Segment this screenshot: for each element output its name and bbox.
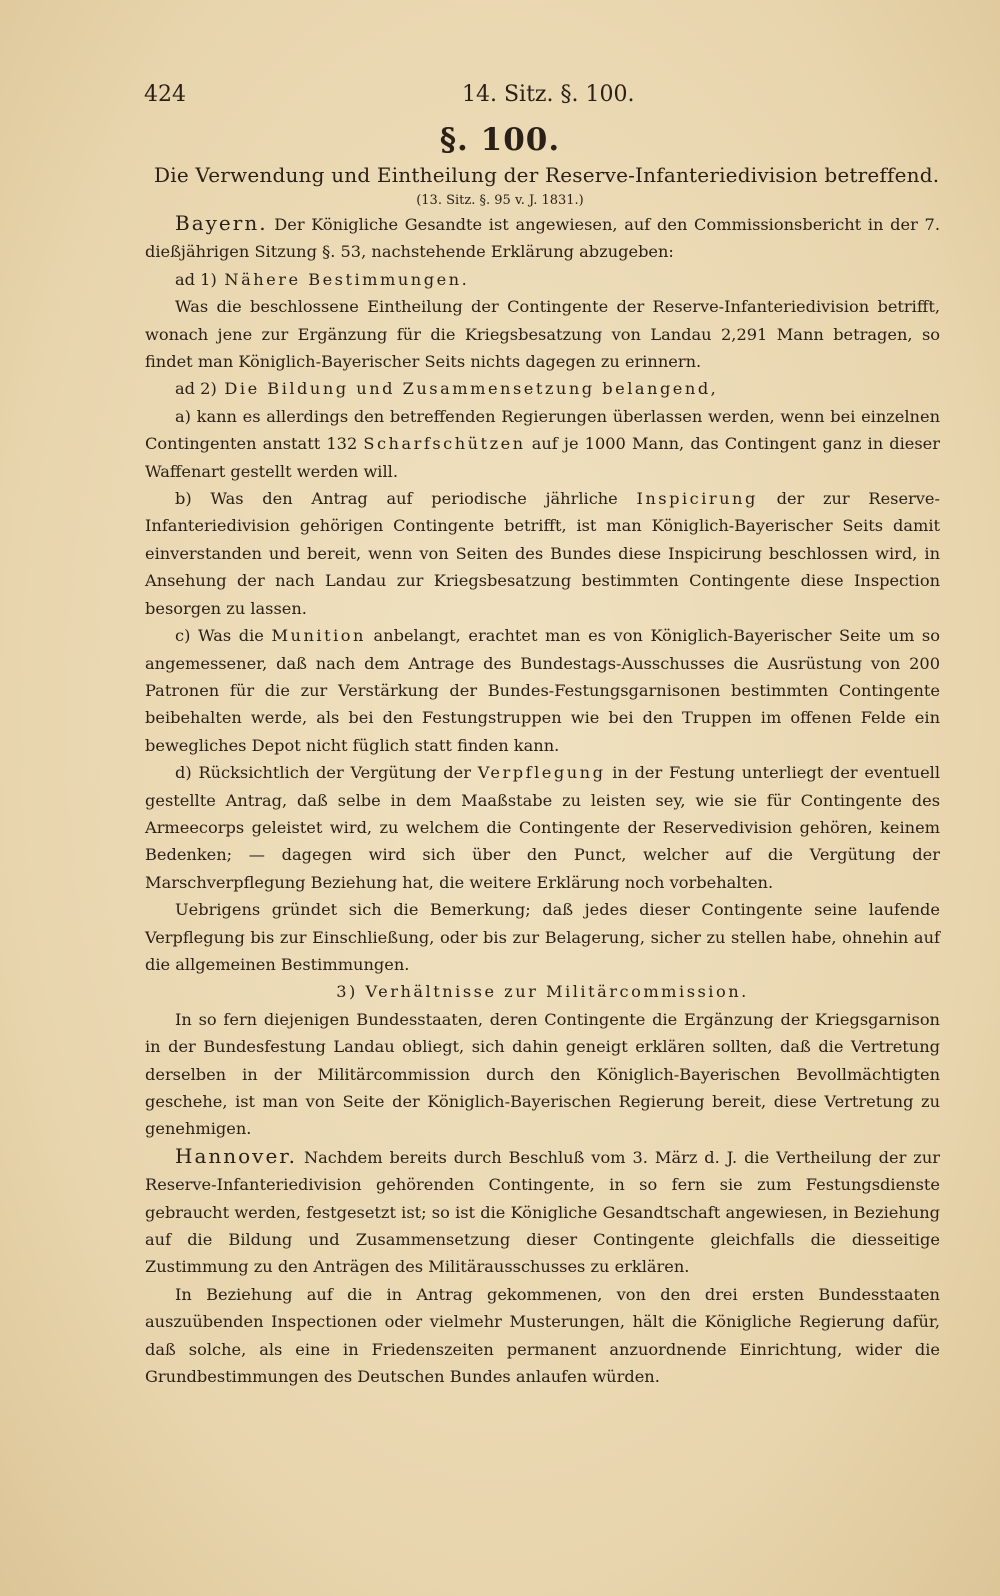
paragraph-text: In Beziehung auf die in Antrag gekommenen, von den drei ersten Bundesstaaten auszuübenden Inspectionen oder vielmehr Musterungen, hält die Königliche Regierung dafür, daß solche, als eine in Friedenszeiten permanent anzuordnende Einrichtung, wider die Grundbestimmungen des Deutschen Bundes anlaufen würden. <box>145 1284 940 1387</box>
paragraph-item-d <box>145 759 940 896</box>
paragraph-bayern <box>145 210 940 266</box>
paragraph-text: anbelangt, erachtet man es von Königlich-Bayerischer Seite um so angemessener, daß nach dem Antrage des Bundestags-Ausschusses die Ausrüstung von 200 Patronen für die zur Verstärkung der Bundes-Festungsgarnisonen bestimmten Contingente beibehalten werde, als bei den Festungstruppen wie bei den Truppen im offenen Felde ein bewegliches Depot nicht füglich statt finden kann. <box>145 626 940 755</box>
emphasis-verpflegung: Verpflegung <box>477 763 606 783</box>
paragraph-text: b) Was den Antrag auf periodische jährliche <box>175 489 637 509</box>
subheading-label: ad 2) <box>175 379 217 399</box>
paragraph-text: d) Rücksichtlich der Vergütung der <box>175 763 478 783</box>
paragraph-text: der zur Reserve-Infanteriedivision gehörigen Contingente betrifft, ist man Königlich-Bayerischer Seits damit einverstanden und bereit, wenn von Seiten des Bundes diese Inspicirung beschlossen wird, in Ansehung der nach Landau zur Kriegsbesatzung bestimmten Contingente diese Inspection besorgen zu lassen. <box>145 489 940 618</box>
subheading-text: Die Bildung und Zusammensetzung belangend, <box>216 379 719 399</box>
paragraph-text: Uebrigens gründet sich die Bemerkung; daß jedes dieser Contingente seine laufende Verpflegung bis zur Einschließung, oder bis zur Belagerung, sicher zu stellen habe, ohnehin auf die allgemeinen Bestimmungen. <box>145 900 940 974</box>
paragraph-text: c) Was die <box>175 626 272 646</box>
paragraph-uebrigens <box>145 896 940 978</box>
subheading-ad2 <box>145 375 940 402</box>
running-head: 14. Sitz. §. 100. <box>462 82 635 107</box>
section-number: §. 100. <box>439 122 561 158</box>
paragraph-inspectionen <box>145 1281 940 1391</box>
paragraph-item-c <box>145 622 940 759</box>
paragraph-text: a) kann es allerdings den betreffenden Regierungen überlassen werden, wenn bei einzelnen Contingenten anstatt 132 <box>145 406 940 454</box>
state-name-bayern: Bayern. <box>175 211 268 235</box>
section-reference: (13. Sitz. §. 95 v. J. 1831.) <box>416 193 584 208</box>
paragraph-text: auf je 1000 Mann, das Contingent ganz in dieser Waffenart gestellt werden will. <box>145 434 940 481</box>
paragraph-vertretung <box>145 1006 940 1143</box>
paragraph-item-a <box>145 403 940 485</box>
page-header <box>144 82 940 118</box>
emphasis-inspicirung: Inspicirung <box>636 489 758 509</box>
state-name-hannover: Hannover. <box>175 1143 298 1168</box>
emphasis-munition: Munition <box>271 626 366 646</box>
paragraph-text: in der Festung unterliegt der eventuell gestellte Antrag, daß selbe in dem Maaßstabe zu leisten sey, wie sie für Contingente des Armeecorps geleistet wird, zu welchem die Contingente der Reservedivision gehören, keinem Bedenken; — dagegen wird sich über den Punct, welcher auf die Vergütung der Marschverpflegung Beziehung hat, die weitere Erklärung noch vorbehalten. <box>145 763 941 892</box>
emphasis-scharfschuetzen: Scharfschützen <box>363 434 526 454</box>
paragraph-text: Nachdem bereits durch Beschluß vom 3. März d. J. die Vertheilung der zur Reserve-Infanteriedivision gehörenden Contingente, in so fern sie zum Festungsdienste gebraucht werden, festgesetzt ist; so ist die Königliche Gesandtschaft angewiesen, in Beziehung auf die Bildung und Zusammensetzung dieser Contingente gleichfalls die diesseitige Zustimmung zu den Anträgen des Militärausschusses zu erklären. <box>145 1147 940 1277</box>
subheading-ad1 <box>145 266 940 293</box>
paragraph-text: In so fern diejenigen Bundesstaaten, deren Contingente die Ergänzung der Kriegsgarnison in der Bundesfestung Landau obliegt, sich dahin geneigt erklären sollten, daß die Vertretung derselben in der Militärcommission durch den Königlich-Bayerischen Bevollmächtigten geschehe, ist man von Seite der Königlich-Bayerischen Regierung bereit, diese Vertretung zu genehmigen. <box>145 1009 940 1139</box>
subheading-militaercommission: 3) Verhältnisse zur Militärcommission. <box>336 982 749 1002</box>
paragraph-eintheilung <box>145 293 940 375</box>
paragraph-item-b <box>145 485 940 622</box>
paragraph-text: Was die beschlossene Eintheilung der Contingente der Reserve-Infanteriedivision betrifft, wonach jene zur Ergänzung für die Kriegsbesatzung von Landau 2,291 Mann betragen, so findet man Königlich-Bayerischer Seits nichts dagegen zu erinnern. <box>145 297 940 372</box>
page-number: 424 <box>144 82 186 107</box>
document-body <box>145 210 940 1390</box>
section-title: Die Verwendung und Eintheilung der Reserve-Infanteriedivision betreffend. <box>154 163 940 187</box>
paragraph-text: Der Königliche Gesandte ist angewiesen, auf den Commissionsbericht in der 7. dießjährigen Sitzung §. 53, nachstehende Erklärung abzugeben: <box>145 215 940 262</box>
subheading-text: Nähere Bestimmungen. <box>216 269 470 289</box>
paragraph-hannover <box>145 1143 940 1281</box>
subheading-label: ad 1) <box>175 269 217 289</box>
